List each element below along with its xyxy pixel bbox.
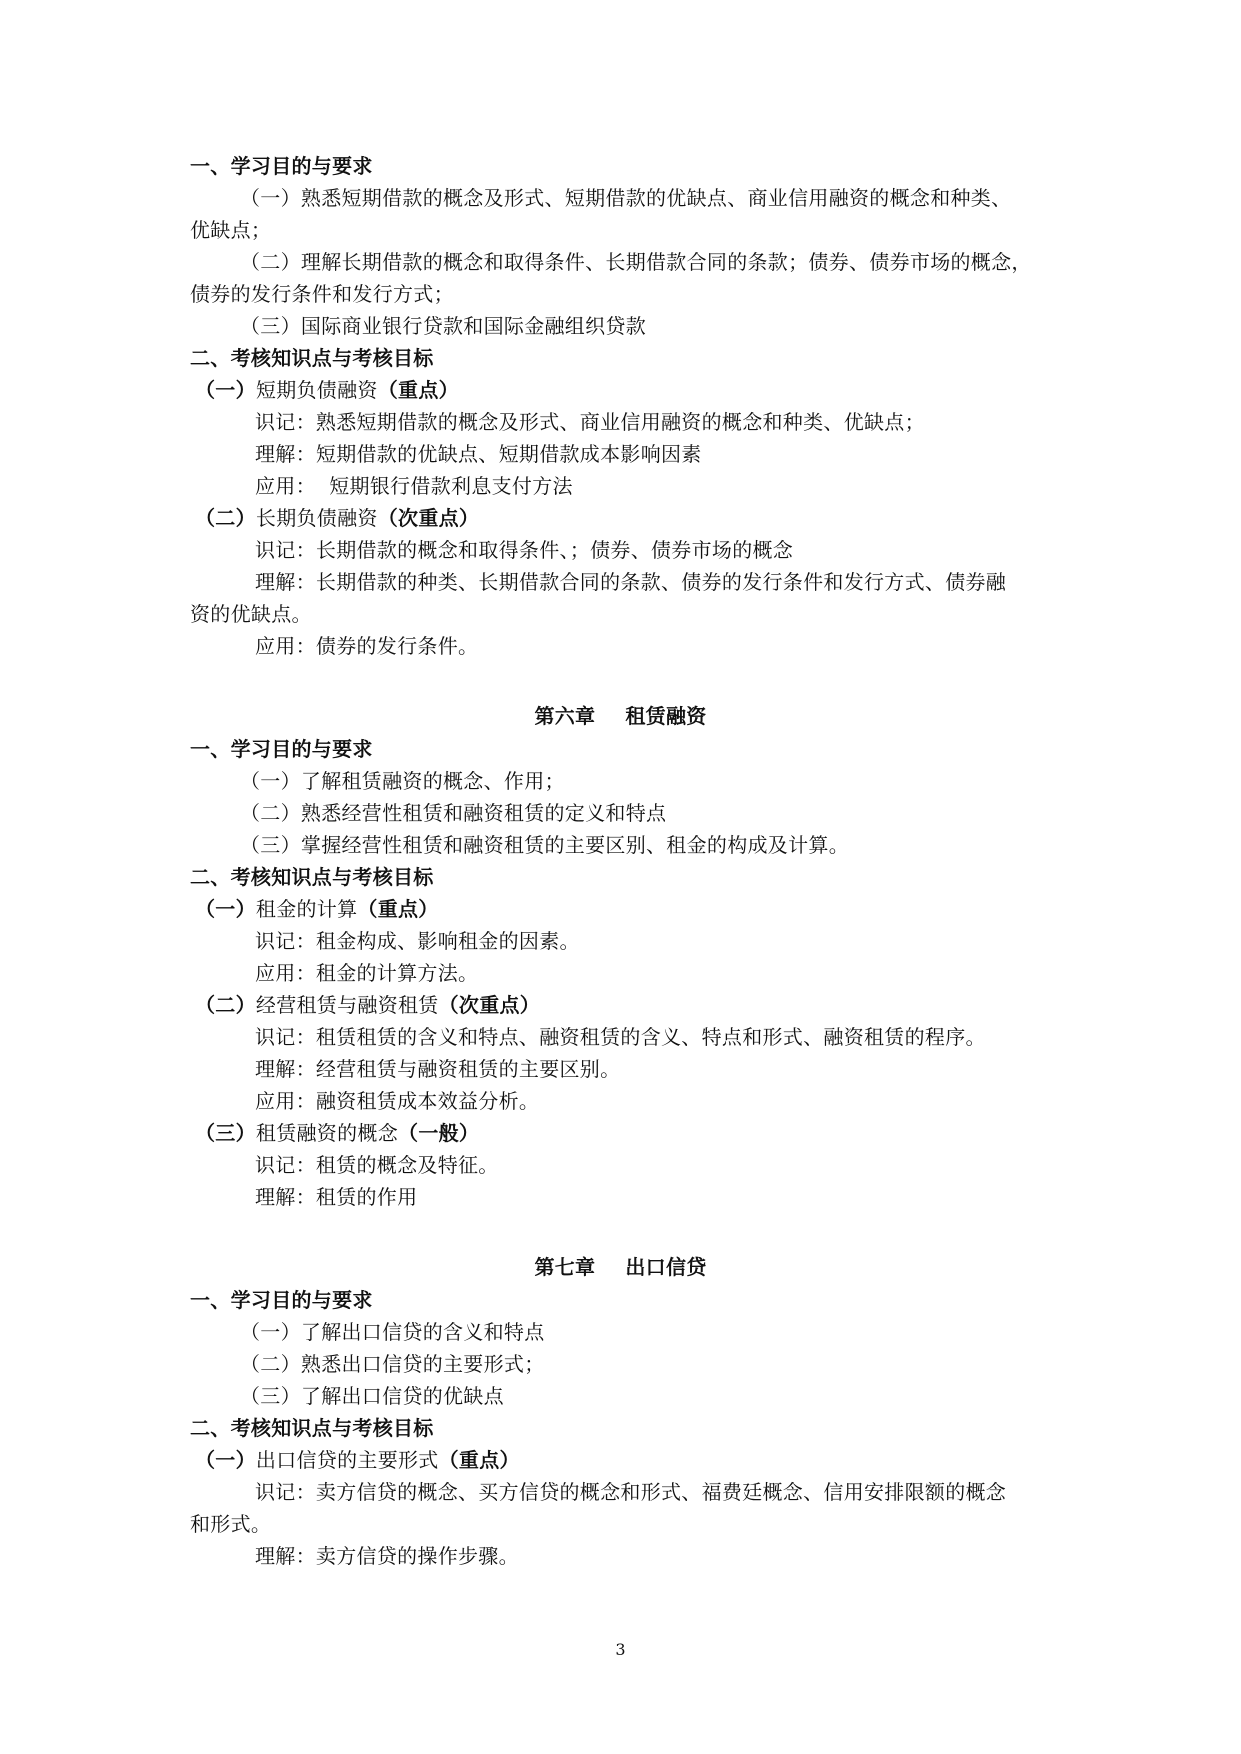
- goal-item-continued: 优缺点；: [190, 218, 272, 242]
- apply-line: 应用：债券的发行条件。: [255, 634, 479, 658]
- knowledge-point-title: 租金的计算: [255, 897, 358, 921]
- goal-item: （二）理解长期借款的概念和取得条件、长期借款合同的条款；债券、债券市场的概念，: [240, 250, 1032, 274]
- knowledge-point-label: （二）: [195, 993, 256, 1017]
- goal-item: （三）了解出口信贷的优缺点: [240, 1384, 504, 1408]
- goal-item: （二）熟悉经营性租赁和融资租赁的定义和特点: [240, 801, 667, 825]
- recall-line-continued: 和形式。: [190, 1512, 272, 1536]
- knowledge-point-heading: [195, 374, 1065, 406]
- page-number: 3: [615, 1640, 626, 1659]
- recall-line: 识记：长期借款的概念和取得条件、；债券、债券市场的概念: [255, 538, 794, 562]
- goal-item: （一）熟悉短期借款的概念及形式、短期借款的优缺点、商业信用融资的概念和种类、: [240, 186, 1012, 210]
- chapter-name: 出口信贷: [625, 1255, 707, 1279]
- recall-line: 识记：熟悉短期借款的概念及形式、商业信用融资的概念和种类、优缺点；: [255, 410, 925, 434]
- understand-line: 理解：长期借款的种类、长期借款合同的条款、债券的发行条件和发行方式、债券融: [255, 570, 1007, 594]
- knowledge-point-title: 长期负债融资: [255, 506, 378, 530]
- assessment-heading: 二、考核知识点与考核目标: [190, 346, 434, 370]
- goal-item: （一）了解租赁融资的概念、作用；: [240, 769, 565, 793]
- knowledge-point-heading: [195, 1117, 1065, 1149]
- knowledge-point-level: （次重点）: [377, 506, 480, 530]
- chapter-title: [0, 700, 1241, 732]
- learning-goals-heading: 一、学习目的与要求: [190, 154, 373, 178]
- knowledge-point-level: （一般）: [398, 1121, 480, 1145]
- knowledge-point-title: 经营租赁与融资租赁: [255, 993, 439, 1017]
- knowledge-point-title: 出口信贷的主要形式: [255, 1448, 439, 1472]
- chapter-title: [0, 1251, 1241, 1283]
- recall-line: 识记：租赁的概念及特征。: [255, 1153, 499, 1177]
- chapter-name: 租赁融资: [625, 704, 707, 728]
- understand-line-continued: 资的优缺点。: [190, 602, 312, 626]
- assessment-heading: 二、考核知识点与考核目标: [190, 865, 434, 889]
- apply-line: 应用：租金的计算方法。: [255, 961, 479, 985]
- knowledge-point-level: （重点）: [357, 897, 439, 921]
- apply-line: 应用： 短期银行借款利息支付方法: [255, 474, 573, 498]
- learning-goals-heading: 一、学习目的与要求: [190, 1288, 373, 1312]
- knowledge-point-title: 短期负债融资: [255, 378, 378, 402]
- goal-item: （三）国际商业银行贷款和国际金融组织贷款: [240, 314, 646, 338]
- assessment-heading: 二、考核知识点与考核目标: [190, 1416, 434, 1440]
- chapter-number: 第七章: [534, 1255, 596, 1279]
- understand-line: 理解：租赁的作用: [255, 1185, 418, 1209]
- knowledge-point-label: （一）: [195, 378, 256, 402]
- goal-item: （三）掌握经营性租赁和融资租赁的主要区别、租金的构成及计算。: [240, 833, 849, 857]
- knowledge-point-level: （次重点）: [438, 993, 541, 1017]
- knowledge-point-label: （二）: [195, 506, 256, 530]
- understand-line: 理解：短期借款的优缺点、短期借款成本影响因素: [255, 442, 702, 466]
- knowledge-point-heading: [195, 893, 1065, 925]
- goal-item: （一）了解出口信贷的含义和特点: [240, 1320, 545, 1344]
- knowledge-point-level: （重点）: [438, 1448, 520, 1472]
- learning-goals-heading: 一、学习目的与要求: [190, 737, 373, 761]
- knowledge-point-heading: [195, 502, 1065, 534]
- goal-item-continued: 债券的发行条件和发行方式；: [190, 282, 454, 306]
- apply-line: 应用：融资租赁成本效益分析。: [255, 1089, 540, 1113]
- knowledge-point-level: （重点）: [377, 378, 459, 402]
- goal-item: （二）熟悉出口信贷的主要形式；: [240, 1352, 545, 1376]
- knowledge-point-heading: [195, 1444, 1065, 1476]
- knowledge-point-label: （一）: [195, 897, 256, 921]
- recall-line: 识记：租赁租赁的含义和特点、融资租赁的含义、特点和形式、融资租赁的程序。: [255, 1025, 986, 1049]
- knowledge-point-label: （三）: [195, 1121, 256, 1145]
- chapter-number: 第六章: [534, 704, 596, 728]
- knowledge-point-title: 租赁融资的概念: [255, 1121, 399, 1145]
- recall-line: 识记：卖方信贷的概念、买方信贷的概念和形式、福费廷概念、信用安排限额的概念: [255, 1480, 1007, 1504]
- knowledge-point-label: （一）: [195, 1448, 256, 1472]
- understand-line: 理解：经营租赁与融资租赁的主要区别。: [255, 1057, 621, 1081]
- recall-line: 识记：租金构成、影响租金的因素。: [255, 929, 580, 953]
- knowledge-point-heading: [195, 989, 1065, 1021]
- understand-line: 理解：卖方信贷的操作步骤。: [255, 1544, 519, 1568]
